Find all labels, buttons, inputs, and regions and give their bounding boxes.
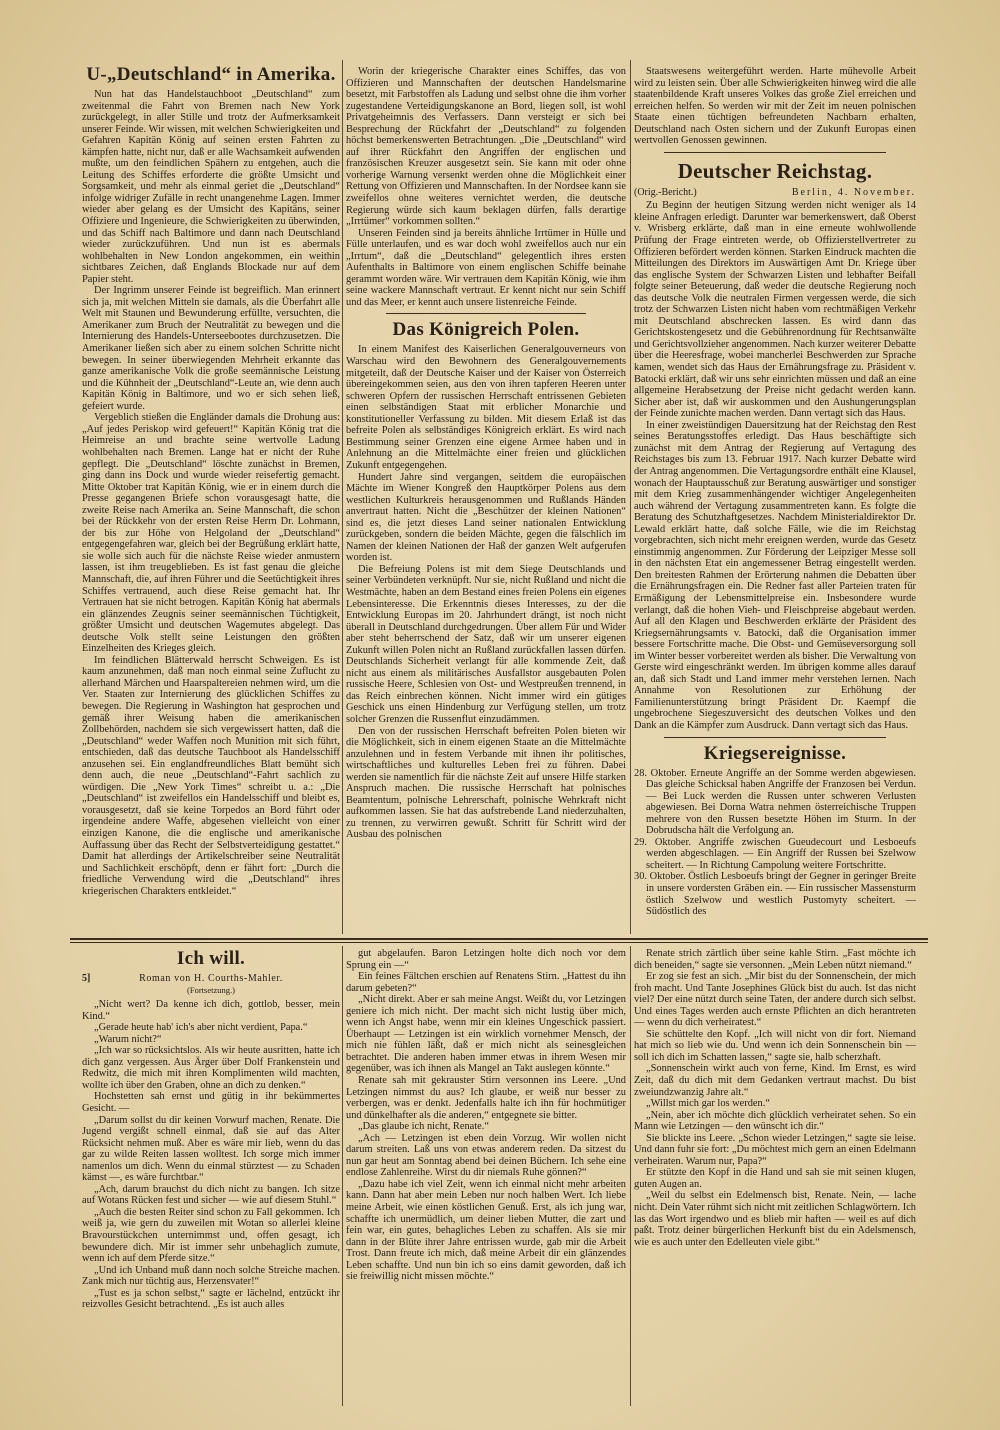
feuilleton-divider [70,942,928,943]
article-column-1 [82,64,340,932]
paragraph-list [346,66,626,308]
paragraph: Den von der russischen Herrschaft befreiten Polen bieten wir die Möglichkeit, sich in einem eigenen Staate an die Mittelmächte anzulehnen und in festem Verbande mit ihnen ihr politisches, wirtschaftliches und kulturelles Leben frei zu führen. Dabei werden sie namentlich für die nächste Zeit auf unsere Hilfe starken Anspruch machen. Die russische Herrschaft hat polnisches Beamtentum, polnische Lehrerschaft, polnische Wehrkraft nicht aufkommen lassen. Sie hat das aufstrebende Land niederzuhalten, zu trennen, zu verwirren gewußt. Schritt für Schritt wird der Ausbau des polnischen [346,725,626,841]
paragraph: Nun hat das Handelstauchboot „Deutschland“ zum zweitenmal die Fahrt von Bremen nach New York zurückgelegt, in aller Stille und trotz der Aufmerksamkeit unserer Feinde. Wir wissen, mit welchen Schwierigkeiten und Gefahren Kapitän König auf seinen ersten Fahrten zu kämpfen hatte, nicht nur, daß er alle Wachsamkeit aufwenden mußte, um den feindlichen Spähern zu entgehen, auch die Leitung des Schiffes erforderte die größte Umsicht und Sorgsamkeit, und mehr als einmal geriet die „Deutschland“ infolge widriger Zufälle in recht unangenehme Lagen. Immer wieder aber gelang es der Umsicht des Kapitäns, seiner Offiziere und Ingenieure, die Schwierigkeiten zu überwinden, und das Schiff nach Baltimore und dann nach Deutschland wieder zurückzuführen. Und nun ist es abermals wohlbehalten in New London angekommen, ein weithin sichtbares Zeichen, daß Englands Blockade nur auf dem Papier steht. [82,89,340,285]
event-date: 29. Oktober. [634,836,691,848]
paragraph: Im feindlichen Blätterwald herrscht Schweigen. Es ist kaum anzunehmen, daß man noch einmal seine Zuflucht zu allerhand Märchen und Haarspaltereien nehmen wird, um die Ver. Staaten zur Internierung des glücklichen Schiffes zu bewegen. Die Regierung in Washington hat gesprochen und gemäß ihrer Weisung haben die amerikanischen Zollbehörden, nachdem sie sich vergewissert hatten, daß die „Deutschland“ weder Waffen noch Munition mit sich führt, entschieden, daß das deutsche Tauchboot als Handelsschiff anzusehen sei. Ein englandfreundliches Blatt bemüht sich denn auch, die neue „Deutschland“-Fahrt sachlich zu würdigen. Die „New York Times“ schreibt u. a.: „Die „Deutschland“ ist zweifellos ein Handelsschiff und bleibt es, vorausgesetzt, daß sie keine Torpedos an Bord führt oder irgendeine andere Waffe, abgesehen vielleicht von einer einzigen Kanone, die die englische und amerikanische Auffassung über das Recht der Selbstverteidigung gestattet.“ Damit hat allerdings der Artikelschreiber seine Neutralität und Sachlichkeit erschöpft, denn er fährt fort: „Durch die friedliche Verwendung wird die „Deutschland“ ihres kriegerischen Charakters entkleidet.“ [82,654,340,897]
novel-paragraph: „Warum nicht?“ [94,1033,162,1045]
novel-byline [82,973,340,996]
article-column-2 [346,66,626,932]
novel-paragraph: Renate sah mit gekrauster Stirn versonnen ins Leere. „Und Letzingen nimmst du aus? Ich glaube, er weiß nur besser zu verbergen, was er denkt. Jedenfalls halte ich ihn für hochmütiger und dünkelhafter als die anderen,“ entgegnete sie bitter. [346,1075,626,1121]
headline-deutscher-reichstag: Deutscher Reichstag. [677,158,873,183]
dateline [634,187,916,199]
headline-deutschland-in-amerika: U-„Deutschland“ in Amerika. [86,64,336,85]
section-divider [664,152,886,153]
novel-paragraph: „Darum sollst du dir keinen Vorwurf machen, Renate. Die Jugend vergißt schnell einmal, daß sie auf das Alter Rücksicht nehmen muß. Aber es wäre mir lieb, wenn du das gar zu wilde Reiten lassen wolltest. Ich sorge mich immer namenlos um dich. Wenn du einmal stürztest — zu Schaden kämst —, es wäre furchtbar.“ [82,1114,340,1184]
headline-kriegsereignisse: Kriegsereignisse. [703,742,847,764]
paragraph-list [634,66,916,147]
dateline-source: (Orig.-Bericht.) [634,186,697,198]
novel-paragraph: „Das glaube ich nicht, Renate.“ [358,1121,489,1133]
paragraph: In einem Manifest des Kaiserlichen Generalgouverneurs von Warschau wird den Bewohnern des Generalgouvernements mitgeteilt, daß der Deutsche Kaiser und der Kaiser von Österreich übereingekommen seien, aus den von ihren tapferen Heeren unter schweren Opfern der russischen Herrschaft entrissenen Gebieten einen selbständigen Staat mit erblicher Monarchie und konstitutioneller Verfassung zu bilden. Mit diesem Erlaß ist das befreite Polen als selbständiges Königreich erklärt. Es wird nach Bestimmung seiner Grenzen eine eigene Armee haben und in Anlehnung an die Mittelmächte einer freien und glücklichen Zukunft entgegengehen. [346,344,626,471]
paragraph-list [346,344,626,841]
novel-paragraph: Er stützte den Kopf in die Hand und sah sie mit seinen klugen, guten Augen an. [634,1167,916,1190]
novel-paragraph: „Dazu habe ich viel Zeit, wenn ich einmal nicht mehr arbeiten kann. Dann hat aber mein Leben nur noch halben Wert. Ich liebe meine Arbeit, wie einen köstlichen Genuß. Erst, als ich jung war, schaffte ich unermüdlich, um deiner lieben Mutter, die zart und fein war, ein gutes, behagliches Leben zu schaffen. Als sie mir dann in der Blüte ihrer Jahre entrissen wurde, gab mir die Arbeit Trost. Dann freute ich mich, daß meine Arbeit dir ein glänzendes Leben schaffte. Und nun bin ich so eins damit geworden, daß ich sie freiwillig nicht missen möchte.“ [346,1178,626,1283]
novel-paragraph: „Nicht wert? Da kenne ich dich, gottlob, besser, mein Kind.“ [82,999,340,1022]
novel-paragraph: Sie blickte ins Leere. „Schon wieder Letzingen,“ sagte sie leise. Und dann fuhr sie fort: „Du möchtest mich gern an einen Edelmann verheiraten. Warum nur, Papa?“ [634,1132,916,1167]
paragraph-list [82,89,340,897]
war-events-list [634,768,916,918]
novel-paragraph-list [346,948,626,1283]
novel-paragraph: „Ich war so rücksichtslos. Als wir heute ausritten, hatte ich dich ganz vergessen. Aus Ärger über Dolf Frankenstein und Redwitz, die mich mit ihren Komplimenten wild machten, wollte ich über den Graben, ohne an dich zu denken.“ [82,1045,340,1091]
paragraph: Staatswesens weitergeführt werden. Harte mühevolle Arbeit wird zu leisten sein. Über alle Schwierigkeiten hinweg wird die alle staatenbildende Kraft unseres Volkes das große Ziel erreichen und erreichen helfen. So werden wir mit der Zeit im neuen polnischen Staate einen tüchtigen befreundeten Nachbarn erhalten, Deutschland nach Osten sichern und der Zukunft Europas einen wertvollen Genossen gewinnen. [634,66,916,147]
novel-author: Roman von H. Courths-Mahler. [139,973,283,984]
continuation-note: (Fortsetzung.) [187,984,235,995]
paragraph: Hundert Jahre sind vergangen, seitdem die europäischen Mächte im Wiener Kongreß den Hauptkörper Polens aus dem westlichen Kulturkreis herausgenommen und Rußlands Händen anvertraut hatten. Nicht die „Beschützer der kleinen Nationen“ sind es, die jetzt dieses Land seiner nationalen Entwicklung zurückgeben, sondern die beiden Mächte, gegen die fälschlich im Namen der kleinen Nationen der Haß der ganzen Welt aufgerufen worden ist. [346,471,626,564]
novel-paragraph: Renate strich zärtlich über seine kahle Stirn. „Fast möchte ich dich beneiden,“ sagte sie versonnen. „Mein Leben nützt niemand.“ [634,948,916,971]
section-divider [386,313,586,314]
paragraph: Unseren Feinden sind ja bereits ähnliche Irrtümer in Hülle und Fülle unterlaufen, und es war doch wohl zweifellos auch nur ein „Irrtum“, daß die „Deutschland“ gelegentlich ihres ersten Aufenthalts in Baltimore von einem englischen Schiffe beinahe gerammt worden wäre. Wir vertrauen dem Kapitän König, wie ihm seine wackere Mannschaft vertraut. Er kennt nicht nur sein Schiff und das Meer, er kennt auch unsere listenreiche Feinde. [346,227,626,308]
novel-paragraph: „Ach — Letzingen ist eben dein Vorzug. Wir wollen nicht darum streiten. Laß uns von etwas anderem reden. Da sitzest du nun gar heut am Sonntag abend bei deinen Büchern. Ich sehe eine endlose Zahlenreihe. Wirst du dir niemals Ruhe gönnen?“ [346,1132,626,1179]
novel-paragraph: Er zog sie fest an sich. „Mir bist du der Sonnenschein, der mich froh macht. Und Tante Josephines Glück bist du auch. Ist das nicht viel? Der eine nützt durch seine Taten, der andere durch sich selbst. Und eines Tages werden auch ernste Pflichten an dich herantreten — wenn du dich verheiratest.“ [634,971,916,1029]
novel-paragraph: „Auch die besten Reiter sind schon zu Fall gekommen. Ich weiß ja, wie gern du zuweilen mit Wotan so allerlei kleine Bravourstückchen unternimmst und, offen gesagt, ich bewundere dich. Mir ist immer sehr unbehaglich zumute, wenn ich auf dem Pferde sitze.“ [82,1206,340,1265]
novel-paragraph: „Nicht direkt. Aber er sah meine Angst. Weißt du, vor Letzingen geniere ich mich nicht. Der macht sich nicht lustig über mich, wenn ich Angst habe, wenn mir ein kleines Ungeschick passiert. Überhaupt — Letzingen ist ein wirklich vornehmer Mensch, der mich nie fühlen läßt, daß er mich nicht als seinesgleichen betrachtet. Die anderen haben immer etwas in ihrem Wesen mir gegenüber, was ich ihnen als Mangel an Takt auslegen könnte.“ [346,994,626,1075]
column-divider [342,60,343,934]
novel-column-2 [346,948,626,1408]
novel-column-1 [82,948,340,1408]
column-divider [630,60,631,934]
novel-title: Ich will. [176,948,246,969]
dateline-place-date: Berlin, 4. November. [791,186,916,198]
novel-paragraph-list [634,948,916,1248]
novel-paragraph: Sie schüttelte den Kopf. „Ich will nicht von dir fort. Niemand hat mich so lieb wie du. Und wenn ich dein Sonnenschein bin — soll ich dich im Schatten lassen,“ sagte sie, halb scherzhaft. [634,1028,916,1063]
novel-paragraph: „Sonnenschein wirkt auch von ferne, Kind. Im Ernst, es wird Zeit, daß du dich mit dem Gedanken vertraut machst. Du bist zweiundzwanzig Jahre alt.“ [634,1063,916,1098]
paragraph: Die Befreiung Polens ist mit dem Siege Deutschlands und seiner Verbündeten verknüpft. Nur sie, nicht Rußland und nicht die Westmächte, haben an dem Bestand eines freien Polens ein eigenes Lebensinteresse. Die Erkenntnis dieses Interesses, zu der die Entwicklung Europas im 20. Jahrhundert drängt, ist noch nicht überall in Deutschland durchgedrungen. Über allem Für und Wider aber steht beherrschend der Satz, daß wir um unserer eigenen Zukunft willen Polen nicht an Rußland zurückfallen lassen dürfen. Deutschlands Sicherheit verlangt für alle kommende Zeit, daß nicht aus einem als militärisches Ausfallstor ausgebauten Polen russische Heere, Schlesien von Ost- und Westpreußen trennend, in das Reich einbrechen können. Nicht immer wird ein gütiges Geschick uns einen Hindenburg zur Verfügung stellen, um trotz solcher Grenzen die Russenflut einzudämmen. [346,563,626,725]
novel-paragraph: „Und ich Unband muß dann noch solche Streiche machen. Zank mich nur tüchtig aus, Herzensvater!“ [82,1264,340,1288]
event-date: 28. Oktober. [634,767,687,779]
section-divider [664,737,886,738]
novel-paragraph: Ein feines Fältchen erschien auf Renatens Stirn. „Hattest du ihn darum gebeten?“ [346,971,626,994]
installment-number: 5] [82,973,91,984]
event-text: Östlich Lesboeufs bringt der Gegner in geringer Breite in unsere vordersten Gräben ein. — Ein russischer Massensturm östlich Szelwow und westlich Pustomyty scheitert. — Südöstlich des [646,871,916,918]
novel-paragraph: „Gerade heute hab' ich's aber nicht verdient, Papa.“ [94,1022,308,1034]
novel-paragraph: Hochstetten sah ernst und gütig in ihr bekümmertes Gesicht. — [82,1091,340,1115]
event-date: 30. Oktober. [634,871,686,883]
war-event-entry [634,837,916,872]
paragraph: Zu Beginn der heutigen Sitzung werden nicht weniger als 14 kleine Anfragen erledigt. Darunter war bemerkenswert, daß Oberst v. Wrisberg erklärte, daß man in eine erneute wohlwollende Prüfung der Frage eintreten werde, ob Offizierstellvertreter zu Offizieren befördert werden können. Starken Eindruck machten die Mitteilungen des Direktors im Auswärtigen Amt Dr. Kriege über das englische System der Schwarzen Listen und lebhafter Beifall folgte seiner Beteuerung, daß weder die deutsche Regierung noch das deutsche Volk die neutralen Firmen vergessen werde, die sich trotz der Schwarzen Listen nicht haben vom rechtmäßigen Verkehr mit Deutschland abschrecken lassen. Es wird dann das Gerichtskostengesetz und die Gebührenordnung für Rechtsanwälte und Gerichtsvollzieher angenommen. Nach kurzer weiterer Debatte über die Heeresfrage, wobei mancherlei Beschwerden zur Sprache kamen, wendet sich das Haus der Ernährungsfrage zu. Präsident v. Batocki erklärt, daß wir uns sehr einrichten müssen und daß an eine allgemeine Herabsetzung der Preise nicht gedacht werden kann. Sicher aber ist, daß wir auskommen und den Aushungerungsplan der Feinde zunichte machen werden. Dann vertagt sich das Haus. [634,200,916,420]
paragraph: Der Ingrimm unserer Feinde ist begreiflich. Man erinnert sich ja, mit welchen Mitteln sie damals, als die Überfahrt alle Welt mit Staunen und Bewunderung erfüllte, versuchten, die Amerikaner zum Bruch der Neutralität zu bewegen und die Internierung des Handels-Unterseebootes durchzusetzen. Die Amerikaner ließen sich aber zu einem solchen Schritte nicht bewegen. In seiner überwiegenden Mehrheit erkannte das ganze amerikanische Volk die große seemännische Leistung und die Kühnheit der „Deutschland“-Leute an, wie denn auch Kapitän König in Baltimore, und wo er sich sehen ließ, gefeiert wurde. [82,285,340,412]
novel-paragraph: „Willst mich gar los werden.“ [646,1098,770,1110]
event-text: Angriffe zwischen Gueudecourt und Lesboeufs werden abgeschlagen. — Ein Angriff der Russen bei Szelwow scheitert. — In Richtung Campolung weitere Fortschritte. [646,836,916,871]
war-event-entry [634,768,916,837]
novel-paragraph: „Nein, aber ich möchte dich glücklich verheiratet sehen. So ein Mann wie Letzingen — den wünscht ich dir.“ [634,1109,916,1133]
paragraph-list [634,200,916,731]
novel-paragraph: „Tust es ja schon selbst,“ sagte er lächelnd, entzückt ihr reizvolles Gesicht betrachtend. „Es ist auch alles [82,1287,340,1311]
paragraph: Vergeblich stießen die Engländer damals die Drohung aus: „Auf jedes Periskop wird gefeuert!“ Kapitän König trat die Heimreise an und brachte seine wertvolle Ladung wohlbehalten nach Bremen. Lange hat er nicht der Ruhe gepflegt. Die „Deutschland“ löschte zunächst in Bremen, ging dann ins Dock und wurde wieder reisefertig gemacht. Mitte Oktober trat Kapitän König, wie er in einem durch die Presse gegangenen Briefe schon vorausgesagt hatte, die zweite Reise nach Amerika an. Seine Mannschaft, die schon bei der Rückkehr von der ersten Reise Herrn Dr. Lohmann, der bis zur Höhe von Helgoland der „Deutschland“ entgegengefahren war, gleich bei der Begrüßung erklärt hatte, sie wolle sich auch für die nächste Reise wieder anmustern lassen, ist ihm treugeblieben. Es ist fast genau die gleiche Mannschaft, die, auf ihren Führer und die Seetüchtigkeit ihres Schiffes vertrauend, auch diese Reise gemacht hat. Ihr Vertrauen hat sie nicht betrogen. Kapitän König hat abermals ein glänzendes Zeugnis seiner seemännischen Tüchtigkeit, größter Umsicht und deutschen Wagemutes abgelegt. Das deutsche Volk stellt seine Leistungen den größten Einzelheiten des Krieges gleich. [82,412,340,655]
headline-koenigreich-polen: Das Königreich Polen. [392,319,580,341]
event-text: Erneute Angriffe an der Somme werden abgewiesen. Das gleiche Schicksal haben Angriffe der Franzosen bei Verdun. — Bei Luck werden die Russen unter schweren Verlusten abgewiesen. Bei Dorna Watra nehmen österreichische Truppen mehrere von den Russen besetzte Höhen im Sturm. In der Dobrudscha hält die Verfolgung an. [646,767,916,837]
novel-paragraph-list [82,999,340,1311]
article-column-3 [634,66,916,932]
novel-paragraph: gut abgelaufen. Baron Letzingen holte dich noch vor dem Sprung ein —“ [346,948,626,971]
column-divider [342,946,343,1406]
column-divider [630,946,631,1406]
war-event-entry [634,871,916,917]
feuilleton-divider [70,938,928,940]
novel-paragraph: „Ach, darum brauchst du dich nicht zu bangen. Ich sitze auf Wotans Rücken fest und sicher — wie auf diesem Stuhl.“ [82,1183,340,1207]
paragraph: In einer zweistündigen Dauersitzung hat der Reichstag den Rest seines Beratungsstoffes erledigt. Das Haus beschäftigte sich zunächst mit dem Antrag der Regierung auf Vertagung des Reichstages bis zum 13. Februar 1917. Nach kurzer Debatte wird der Antrag angenommen. Die Vertagungsordre enthält eine Klausel, wonach der Hauptausschuß zur Beratung auswärtiger und sonstiger mit dem Krieg zusammenhängender wichtiger Angelegenheiten auch während der Vertagung zusammentreten kann. Es folgte die Beratung des Schutzhaftgesetzes. Nachdem Ministerialdirektor Dr. Lewald erklärt hatte, daß solche Fälle, wie die im Reichstag vorgebrachten, sich nicht mehr ereignen werden, wurde das Gesetz einstimmig angenommen. Zur Förderung der Leipziger Messe soll in den nächsten Etat ein angemessener Betrag eingestellt werden. Den breitesten Rahmen der Erörterung nahmen die Debatten über die Ernährungsfragen ein. Die Redner fast aller Parteien traten für Ermäßigung der Lebensmittelpreise ein. Insbesondere wurde verlangt, daß die hohen Vieh- und Fleischpreise abgebaut werden. Auf all den Klagen und Beschwerden erklärte der Präsident des Kriegsernährungsamts v. Batocki, daß die Organisation immer bessere Fortschritte mache. Die Obst- und Gemüseversorgung soll im Winter besser vorbereitet werden als bisher. Die Verwaltung von Gerste wird eingeschränkt werden. Im übrigen komme alles darauf an, daß sich Stadt und Land immer mehr verstehen lernen. Nach Annahme von Resolutionen zur Erhöhung der Familienunterstützung bringt Präsident Dr. Kaempf die ungebrochene Siegeszuversicht des deutschen Volkes und den Dank an die Kämpfer zum Ausdruck. Dann vertagt sich das Haus. [634,419,916,731]
paragraph: Worin der kriegerische Charakter eines Schiffes, das von Offizieren und Mannschaften der deutschen Handelsmarine besetzt, mit Farbstoffen als Ladung und selbst ohne die ihm vorher zugestandene Verteidigungskanone an Bord, liegen soll, ist wohl Privatgeheimnis des Verfassers. Dann versteigt er sich bei Besprechung der Rückfahrt der „Deutschland“ zu folgenden höchst bemerkenswerten Betrachtungen. „Die „Deutschland“ wird auf ihrer Rückfahrt den Angriffen der englischen und französischen Kreuzer ausgesetzt sein. Sie kann mit oder ohne vorherige Warnung versenkt werden ohne die Möglichkeit einer Rettung von Offizieren und Mannschaften. In der Nordsee kann sie zweifellos ohne weiteres vernichtet werden, die deutsche Regierung würde sich kaum beklagen dürfen, falls derartige „Irrtümer“ vorkommen sollten.“ [346,66,626,228]
novel-column-3 [634,948,916,1408]
novel-paragraph: „Weil du selbst ein Edelmensch bist, Renate. Nein, — lache nicht. Dein Vater rühmt sich nicht mit zeitlichen Schlagwörtern. Ich las das Wort irgendwo und es blieb mir haften — weil es auf dich paßt. Trotz deiner bürgerlichen Herkunft bist du ein Adelsmensch, wie es auch unter den Edelleuten viele gibt.“ [634,1190,916,1248]
